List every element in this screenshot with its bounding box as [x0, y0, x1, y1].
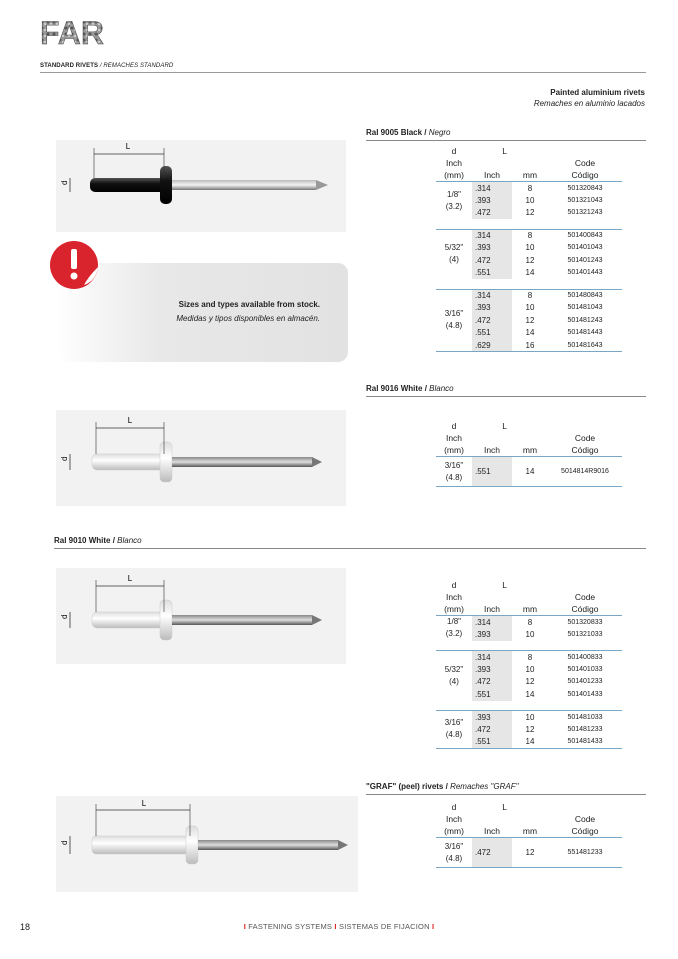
- table-graf: d Inch (mm) L Inch mm Code Código 3/16" (4.8) .472 12 551481233: [436, 801, 622, 868]
- svg-text:L: L: [141, 799, 147, 808]
- stock-notice-text: Sizes and types available from stock. Medidas y tipos disponibles en almacén.: [176, 300, 320, 323]
- far-logo: [40, 14, 110, 50]
- rivet-white-9016-image: [56, 410, 346, 506]
- svg-text:d: d: [60, 614, 69, 619]
- logo-text: FAR: [40, 15, 104, 50]
- rivet-graf-image: [56, 796, 358, 892]
- footer: I FASTENING SYSTEMS I SISTEMAS DE FIJACION I: [243, 922, 435, 931]
- section-title-ral9016: Ral 9016 White / Blanco: [366, 384, 454, 393]
- svg-text:L: L: [127, 416, 133, 425]
- product-title: Painted aluminium rivets Remaches en aluminio lacados: [533, 88, 645, 108]
- table-ral9005: d Inch (mm) L Inch mm Code Código 1/8" (3.2) .314 8 501320843 .393 10 501321043 .472 12 501321243 5/32" (4) .314 8 501400843 .393 10 501401043 .472 12 501401243 .551 14 501401443 3/16" (4.8) .314 8 501480843 .393 10 501481043 .472 12 501481243 .551 14 501481443 .629 16 501481643: [436, 145, 622, 352]
- section-title-ral9010: Ral 9010 White / Blanco: [54, 536, 142, 545]
- section-title-ral9005: Ral 9005 Black / Negro: [366, 128, 451, 137]
- svg-text:d: d: [60, 456, 69, 461]
- rivet-white-9010-image: [56, 568, 346, 664]
- svg-text:d: d: [60, 180, 69, 185]
- section-title-graf: "GRAF" (peel) rivets / Remaches "GRAF": [366, 782, 519, 791]
- svg-text:d: d: [60, 840, 69, 845]
- warning-sticker-icon: [48, 237, 104, 295]
- section-label: STANDARD RIVETS / REMACHES STANDARD: [40, 63, 174, 69]
- header-divider: [40, 72, 646, 73]
- page-number: 18: [20, 922, 31, 932]
- table-ral9016: d Inch (mm) L Inch mm Code Código 3/16" (4.8) .551 14 5014814R9016: [436, 420, 622, 487]
- svg-text:L: L: [125, 142, 131, 151]
- table-ral9010: d Inch (mm) L Inch mm Code Código 1/8" (3.2) .314 8 501320833 .393 10 501321033 5/32" (4) .314 8 501400833 .393 10 501401033 .472 12 501401233 .551 14 501401433 3/16" (4.8) .393 10 501481033 .472 12 501481233 .551 14 501481433: [436, 579, 622, 749]
- svg-text:L: L: [127, 574, 133, 583]
- rivet-black-image: [56, 140, 346, 232]
